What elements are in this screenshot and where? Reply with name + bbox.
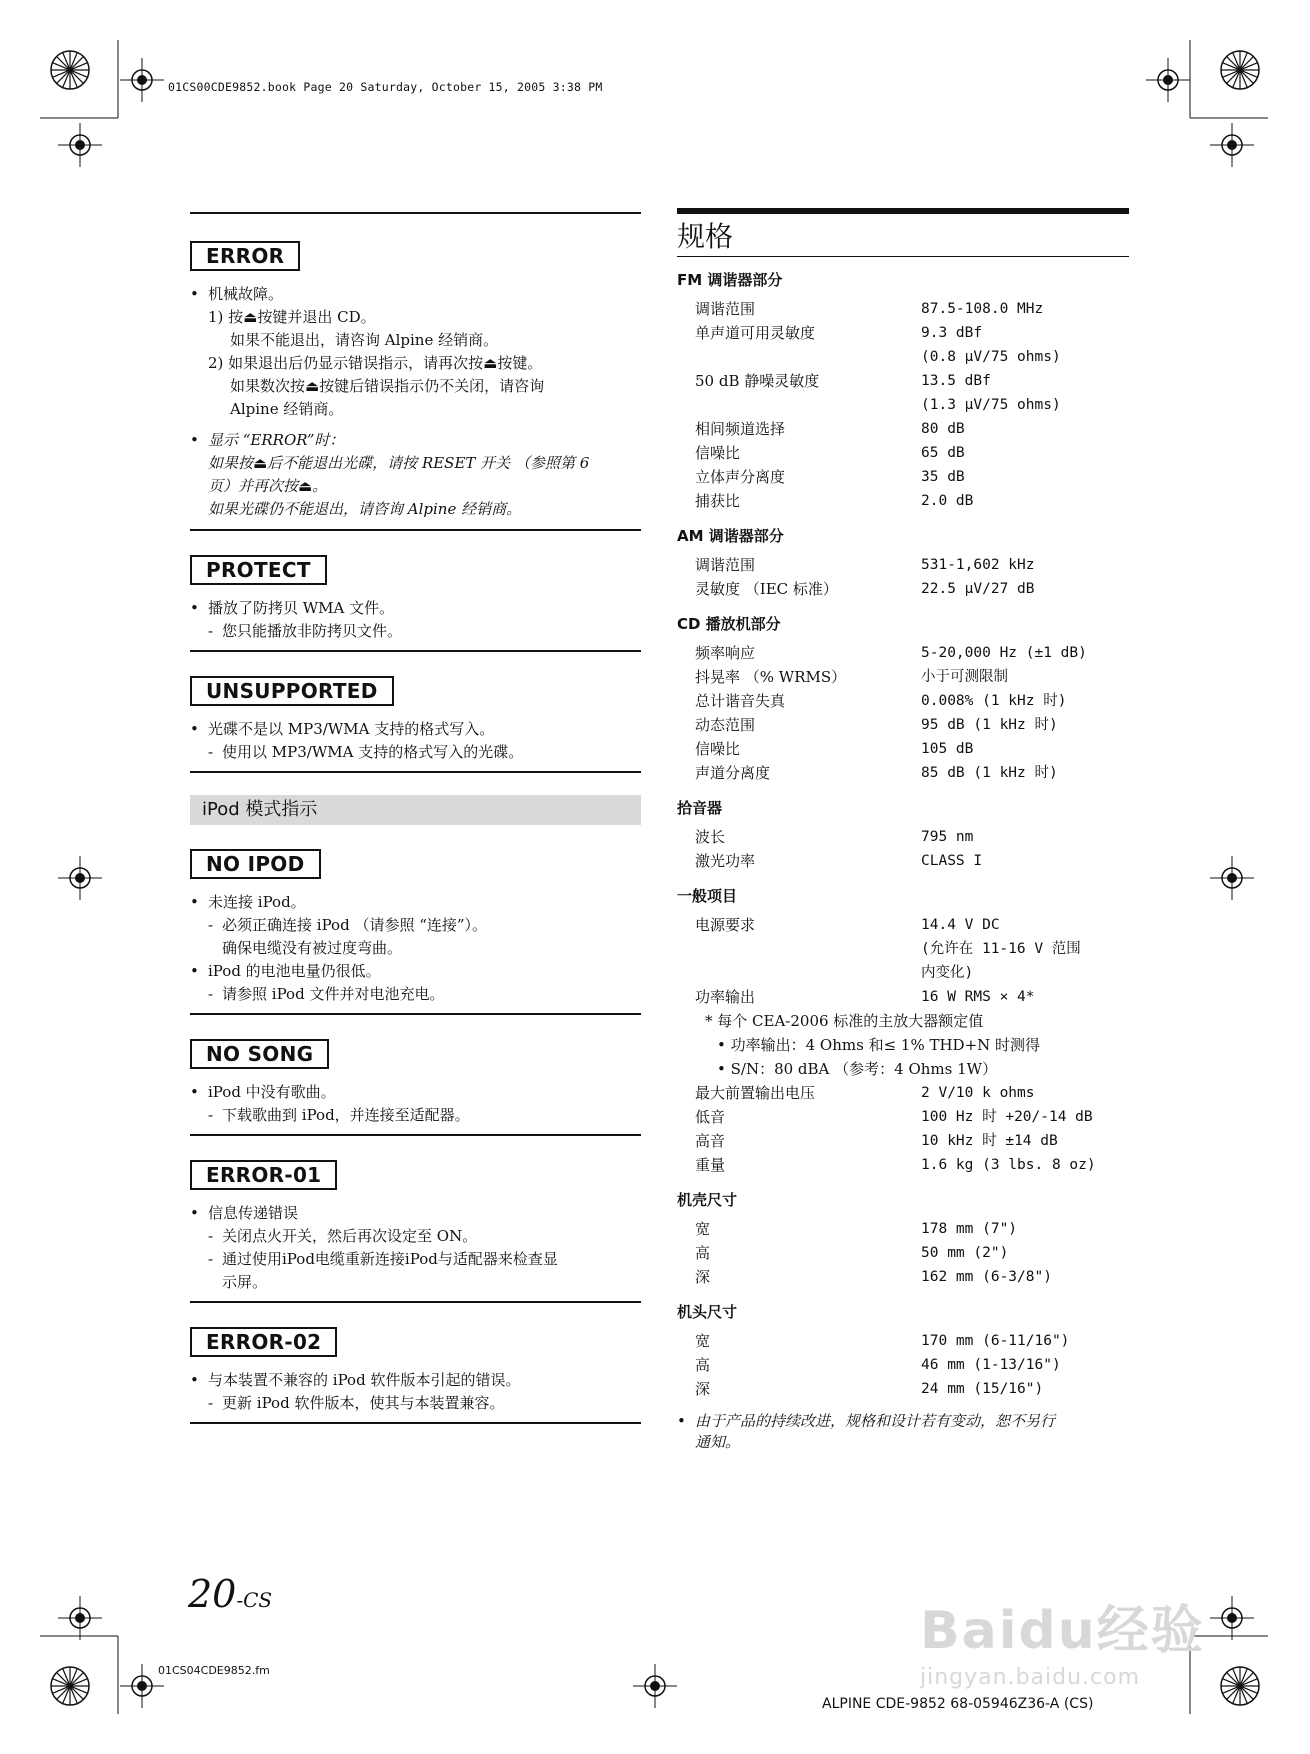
error-badge: ERROR: [190, 241, 300, 271]
unsupported-line: • 光碟不是以 MP3/WMA 支持的格式写入。: [190, 718, 641, 741]
spec-value: 50 mm (2"): [921, 1245, 1009, 1261]
cd-table: [677, 641, 1129, 785]
spec-value: 795 nm: [921, 829, 974, 845]
spec-value: 178 mm (7"): [921, 1221, 1018, 1237]
spec-key: 深: [695, 1380, 711, 1398]
cd-heading: CD 播放机部分: [677, 615, 781, 633]
noipod-line: 确保电缆没有被过度弯曲。: [222, 939, 403, 957]
title-underline: [677, 256, 1129, 257]
spec-value: 85 dB (1 kHz 时): [921, 765, 1058, 781]
error-line: Alpine 经销商。: [230, 400, 344, 418]
spec-footnote: [677, 1411, 1129, 1453]
footer-product-code: ALPINE CDE-9852 68-05946Z36-A (CS): [822, 1696, 1094, 1712]
spec-value: 2.0 dB: [921, 493, 974, 509]
spec-note: • 功率输出：4 Ohms 和≤ 1% THD+N 时测得: [717, 1036, 1041, 1054]
footnote-line: • 由于产品的持续改进，规格和设计若有变动，恕不另行: [677, 1411, 1129, 1432]
spec-value: 100 Hz 时 +20/-14 dB: [921, 1109, 1093, 1125]
pickup-table: [677, 825, 1129, 873]
noipod-line: • 未连接 iPod。: [190, 891, 641, 914]
error01-section: [190, 1202, 641, 1294]
spec-key: 宽: [695, 1220, 711, 1238]
chassis-table: [677, 1217, 1129, 1289]
protect-line: • 播放了防拷贝 WMA 文件。: [190, 597, 641, 620]
general-heading: 一般项目: [677, 887, 738, 905]
spec-value: 35 dB: [921, 469, 965, 485]
spec-key: 功率输出: [695, 988, 756, 1006]
divider: [190, 1134, 641, 1136]
spec-key: 信噪比: [695, 740, 741, 758]
error01-line: - 通过使用iPod电缆重新连接iPod与适配器来检查显: [190, 1248, 641, 1271]
spec-value: (1.3 μV/75 ohms): [921, 397, 1061, 413]
noipod-line: - 请参照 iPod 文件并对电池充电。: [190, 983, 641, 1006]
spec-key: 相间频道选择: [695, 420, 786, 438]
divider: [190, 529, 641, 531]
spec-key: 50 dB 静噪灵敏度: [695, 372, 820, 390]
error-line: 如果不能退出，请咨询 Alpine 经销商。: [230, 331, 499, 349]
divider: [190, 1301, 641, 1303]
spec-value: 105 dB: [921, 741, 974, 757]
spec-key: 捕获比: [695, 492, 741, 510]
spec-value: (允许在 11-16 V 范围: [921, 941, 1081, 957]
error01-badge: ERROR-01: [190, 1160, 337, 1190]
spec-value: 24 mm (15/16"): [921, 1381, 1044, 1397]
spec-key: 频率响应: [695, 644, 756, 662]
page-number: [188, 1572, 272, 1616]
spec-value: 170 mm (6-11/16"): [921, 1333, 1070, 1349]
protect-section: [190, 597, 641, 643]
page-number-suffix: -CS: [236, 1588, 273, 1612]
nosong-line: • iPod 中没有歌曲。: [190, 1081, 641, 1104]
spec-value: 2 V/10 k ohms: [921, 1085, 1035, 1101]
spec-key: 声道分离度: [695, 764, 771, 782]
protect-line: - 您只能播放非防拷贝文件。: [190, 620, 641, 643]
spec-title: 规格: [677, 220, 734, 253]
fm-filename: 01CS04CDE9852.fm: [158, 1664, 270, 1677]
watermark-url: jingyan.baidu.com: [920, 1665, 1141, 1690]
divider: [190, 212, 641, 214]
note-line: 页）并再次按⏏。: [208, 477, 328, 495]
divider: [190, 771, 641, 773]
spec-value: 10 kHz 时 ±14 dB: [921, 1133, 1058, 1149]
am-heading: AM 调谐器部分: [677, 527, 784, 545]
spec-value: 22.5 μV/27 dB: [921, 581, 1035, 597]
spec-key: 调谐范围: [695, 556, 756, 574]
spec-key: 高音: [695, 1132, 726, 1150]
error-line: 2) 如果退出后仍显示错误指示，请再次按⏏按键。: [208, 354, 543, 372]
unsupported-badge: UNSUPPORTED: [190, 676, 394, 706]
watermark-text: Baidu经验: [920, 1601, 1205, 1661]
spec-value: 95 dB (1 kHz 时): [921, 717, 1058, 733]
right-column: [677, 208, 1129, 1453]
spec-value: 162 mm (6-3/8"): [921, 1269, 1052, 1285]
nosong-line: - 下载歌曲到 iPod，并连接至适配器。: [190, 1104, 641, 1127]
noipod-line: - 必须正确连接 iPod （请参照 “连接”）。: [190, 914, 641, 937]
error01-line: 示屏。: [222, 1273, 268, 1291]
error-note: [190, 429, 641, 521]
left-column: [190, 212, 641, 1424]
spec-note: • S/N：80 dBA （参考：4 Ohms 1W）: [717, 1060, 998, 1078]
spec-value: 小于可测限制: [921, 669, 1008, 685]
noipod-line: • iPod 的电池电量仍很低。: [190, 960, 641, 983]
spec-value: 16 W RMS × 4*: [921, 989, 1035, 1005]
error02-line: • 与本装置不兼容的 iPod 软件版本引起的错误。: [190, 1369, 641, 1392]
noipod-badge: NO IPOD: [190, 849, 321, 879]
spec-value: 80 dB: [921, 421, 965, 437]
spec-key: 动态范围: [695, 716, 756, 734]
ipod-mode-heading: iPod 模式指示: [190, 795, 641, 825]
spec-key: 波长: [695, 828, 726, 846]
error02-line: - 更新 iPod 软件版本，使其与本装置兼容。: [190, 1392, 641, 1415]
nose-heading: 机头尺寸: [677, 1303, 738, 1321]
spec-key: 立体声分离度: [695, 468, 786, 486]
error-section: [190, 283, 641, 521]
spec-key: 深: [695, 1268, 711, 1286]
spec-key: 灵敏度 （IEC 标准）: [695, 580, 838, 598]
general-table: [677, 913, 1129, 1177]
spec-value: 内变化): [921, 965, 974, 981]
footnote-line: 通知。: [695, 1433, 741, 1451]
spec-key: 调谐范围: [695, 300, 756, 318]
error-line: 1) 按⏏按键并退出 CD。: [208, 308, 376, 326]
spec-key: 高: [695, 1356, 711, 1374]
chassis-heading: 机壳尺寸: [677, 1191, 738, 1209]
baidu-watermark: [920, 1588, 1205, 1690]
spec-value: 5-20,000 Hz (±1 dB): [921, 645, 1087, 661]
nosong-badge: NO SONG: [190, 1039, 329, 1069]
spec-key: 低音: [695, 1108, 726, 1126]
spec-value: (0.8 μV/75 ohms): [921, 349, 1061, 365]
note-line: • 显示 “ERROR”时：: [190, 429, 641, 452]
divider: [190, 1013, 641, 1015]
divider: [190, 650, 641, 652]
book-header: 01CS00CDE9852.book Page 20 Saturday, October 15, 2005 3:38 PM: [168, 80, 603, 94]
spec-key: 高: [695, 1244, 711, 1262]
protect-badge: PROTECT: [190, 555, 327, 585]
spec-value: CLASS I: [921, 853, 983, 869]
nosong-section: [190, 1081, 641, 1127]
divider: [190, 1422, 641, 1424]
spec-key: 总计谐音失真: [695, 692, 786, 710]
spec-value: 87.5-108.0 MHz: [921, 301, 1044, 317]
spec-key: 重量: [695, 1156, 726, 1174]
nose-table: [677, 1329, 1129, 1401]
error-line: 如果数次按⏏按键后错误指示仍不关闭，请咨询: [230, 377, 545, 395]
spec-key: 单声道可用灵敏度: [695, 324, 816, 342]
spec-note: * 每个 CEA-2006 标准的主放大器额定值: [705, 1012, 984, 1030]
spec-key: 激光功率: [695, 852, 756, 870]
spec-value: 13.5 dBf: [921, 373, 991, 389]
fm-table: [677, 297, 1129, 513]
note-line: 如果按⏏后不能退出光碟，请按 RESET 开关 （参照第 6: [208, 454, 590, 472]
spec-value: 14.4 V DC: [921, 917, 1000, 933]
spec-key: 宽: [695, 1332, 711, 1350]
error02-section: [190, 1369, 641, 1415]
spec-value: 65 dB: [921, 445, 965, 461]
error-line: • 机械故障。: [190, 283, 641, 306]
spec-key: 电源要求: [695, 916, 756, 934]
note-line: 如果光碟仍不能退出，请咨询 Alpine 经销商。: [208, 500, 522, 518]
unsupported-section: [190, 718, 641, 764]
spec-value: 9.3 dBf: [921, 325, 983, 341]
unsupported-line: - 使用以 MP3/WMA 支持的格式写入的光碟。: [190, 741, 641, 764]
error01-line: - 关闭点火开关，然后再次设定至 ON。: [190, 1225, 641, 1248]
title-rule: [677, 208, 1129, 214]
spec-key: 最大前置输出电压: [695, 1084, 816, 1102]
spec-key: 信噪比: [695, 444, 741, 462]
spec-key: 抖晃率 （% WRMS）: [695, 668, 847, 686]
error02-badge: ERROR-02: [190, 1327, 337, 1357]
spec-value: 0.008% (1 kHz 时): [921, 693, 1067, 709]
noipod-section: [190, 891, 641, 1006]
spec-value: 531-1,602 kHz: [921, 557, 1035, 573]
spec-value: 1.6 kg (3 lbs. 8 oz): [921, 1157, 1096, 1173]
pickup-heading: 拾音器: [677, 799, 723, 817]
page-number-value: 20: [188, 1572, 237, 1616]
fm-heading: FM 调谐器部分: [677, 271, 783, 289]
spec-value: 46 mm (1-13/16"): [921, 1357, 1061, 1373]
error01-line: • 信息传递错误: [190, 1202, 641, 1225]
spec-key: [677, 393, 921, 417]
spec-key: [677, 345, 921, 369]
am-table: [677, 553, 1129, 601]
